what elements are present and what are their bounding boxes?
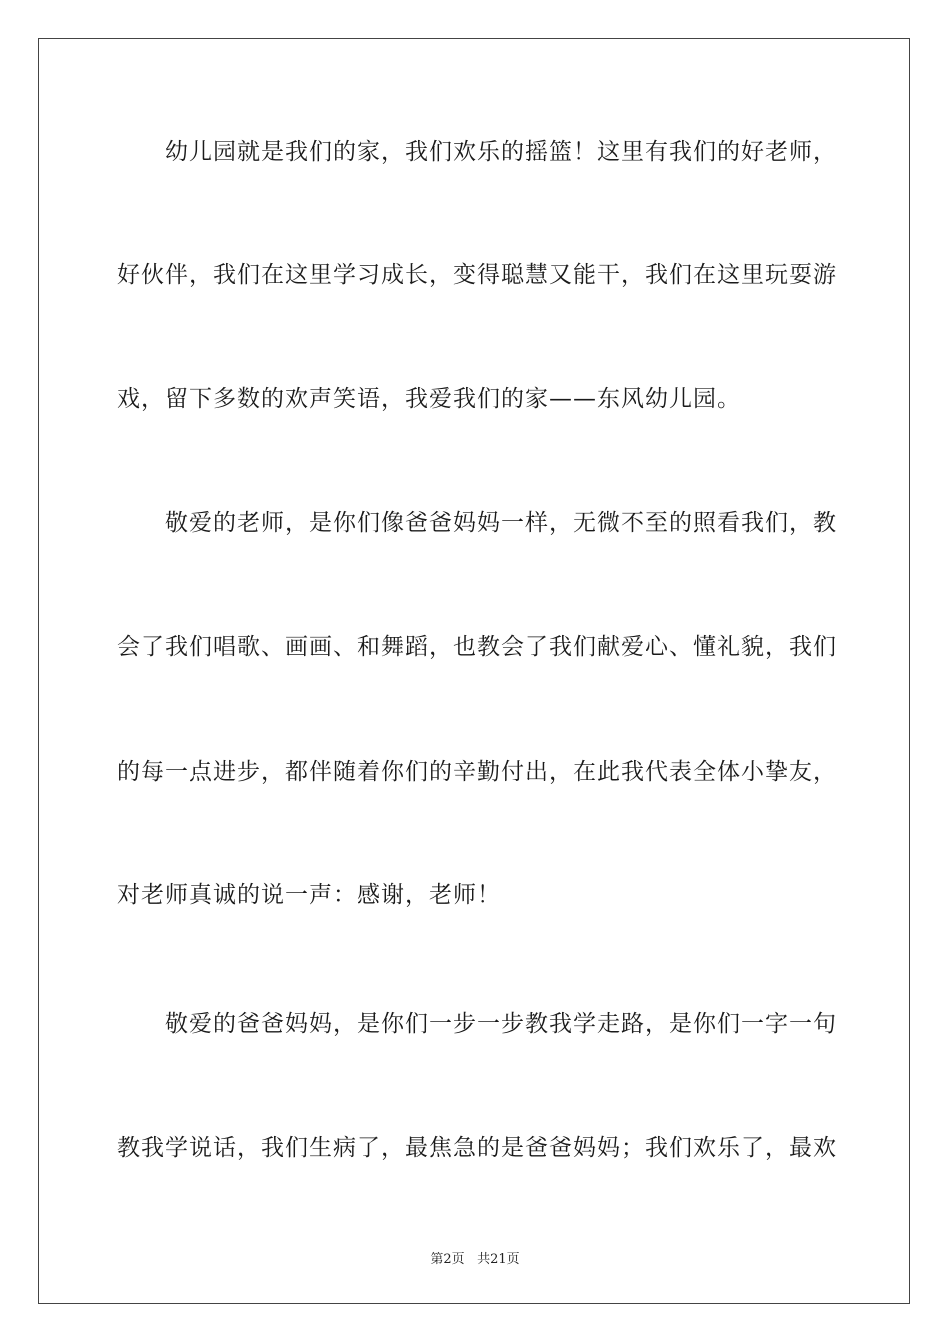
paragraph-2-line-4: 对老师真诚的说一声：感谢，老师！ — [117, 882, 501, 908]
paragraph-2-line-3: 的每一点进步，都伴随着你们的辛勤付出，在此我代表全体小挚友， — [117, 759, 837, 785]
paragraph-3-line-1: 敬爱的爸爸妈妈，是你们一步一步教我学走路，是你们一字一句 — [165, 1011, 837, 1037]
paragraph-1-line-2: 好伙伴，我们在这里学习成长，变得聪慧又能干，我们在这里玩耍游 — [117, 262, 837, 288]
page-total: 共21页 — [477, 1252, 520, 1267]
paragraph-2-line-2: 会了我们唱歌、画画、和舞蹈，也教会了我们献爱心、懂礼貌，我们 — [117, 634, 837, 660]
paragraph-1-line-1: 幼儿园就是我们的家，我们欢乐的摇篮！这里有我们的好老师， — [165, 139, 837, 165]
page-border — [38, 38, 910, 1304]
paragraph-2-line-1: 敬爱的老师，是你们像爸爸妈妈一样，无微不至的照看我们，教 — [165, 510, 837, 536]
paragraph-3-line-2: 教我学说话，我们生病了，最焦急的是爸爸妈妈；我们欢乐了，最欢 — [117, 1135, 837, 1161]
page-footer — [0, 1248, 950, 1267]
page-number: 第2页 — [430, 1252, 465, 1267]
paragraph-1-line-3: 戏，留下多数的欢声笑语，我爱我们的家——东风幼儿园。 — [117, 386, 741, 412]
